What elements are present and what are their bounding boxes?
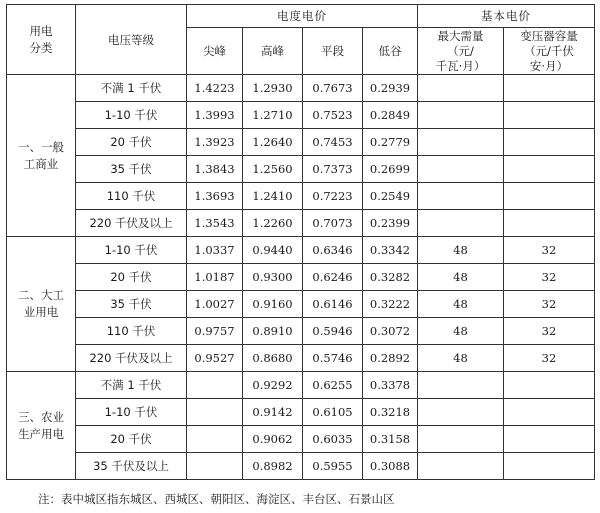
- cell-flat: 0.5746: [303, 345, 363, 372]
- cell-valley: 0.3222: [363, 291, 418, 318]
- cell-transformer-capacity: [504, 210, 595, 237]
- cell-transformer-capacity: [504, 372, 595, 399]
- cell-voltage: 不满 1 千伏: [76, 75, 187, 102]
- cell-flat: 0.6346: [303, 237, 363, 264]
- cell-transformer-capacity: 32: [504, 318, 595, 345]
- cell-max-demand: [418, 210, 504, 237]
- cell-flat: 0.5946: [303, 318, 363, 345]
- cell-peak-top: 1.3693: [187, 183, 243, 210]
- table-row: [7, 318, 595, 345]
- table-row: [7, 210, 595, 237]
- cell-category: 二、大工 业用电: [7, 237, 76, 372]
- cell-peak-top: 1.3993: [187, 102, 243, 129]
- cell-valley: 0.2939: [363, 75, 418, 102]
- cell-max-demand: [418, 129, 504, 156]
- cell-flat: 0.5955: [303, 453, 363, 480]
- cell-peak-top: [187, 453, 243, 480]
- cell-peak: 0.9292: [243, 372, 303, 399]
- cell-transformer-capacity: 32: [504, 345, 595, 372]
- table-row: [7, 129, 595, 156]
- col-header-peak-top: 尖峰: [187, 28, 243, 75]
- cell-transformer-capacity: [504, 453, 595, 480]
- cell-peak: 0.8982: [243, 453, 303, 480]
- cell-peak: 1.2710: [243, 102, 303, 129]
- cell-peak: 0.9160: [243, 291, 303, 318]
- cell-voltage: 110 千伏: [76, 183, 187, 210]
- cell-valley: 0.2549: [363, 183, 418, 210]
- cell-max-demand: [418, 426, 504, 453]
- cell-flat: 0.6105: [303, 399, 363, 426]
- cell-peak: 1.2410: [243, 183, 303, 210]
- col-header-transformer-capacity: 变压器容量 （元/千伏 安·月）: [504, 28, 595, 75]
- cell-voltage: 1-10 千伏: [76, 237, 187, 264]
- cell-voltage: 20 千伏: [76, 426, 187, 453]
- cell-voltage: 35 千伏及以上: [76, 453, 187, 480]
- cell-max-demand: [418, 399, 504, 426]
- cell-transformer-capacity: [504, 102, 595, 129]
- cell-peak: 0.8910: [243, 318, 303, 345]
- cell-voltage: 1-10 千伏: [76, 102, 187, 129]
- cell-max-demand: [418, 75, 504, 102]
- table-row: [7, 264, 595, 291]
- cell-max-demand: [418, 102, 504, 129]
- cell-peak: 1.2930: [243, 75, 303, 102]
- cell-valley: 0.3072: [363, 318, 418, 345]
- cell-voltage: 不满 1 千伏: [76, 372, 187, 399]
- cell-voltage: 20 千伏: [76, 264, 187, 291]
- cell-category: 一、一般 工商业: [7, 75, 76, 237]
- cell-max-demand: [418, 372, 504, 399]
- cell-valley: 0.3088: [363, 453, 418, 480]
- cell-peak-top: 1.0027: [187, 291, 243, 318]
- cell-valley: 0.2779: [363, 129, 418, 156]
- table-row: [7, 426, 595, 453]
- cell-max-demand: 48: [418, 318, 504, 345]
- header-row-1: [7, 5, 595, 28]
- cell-max-demand: [418, 156, 504, 183]
- cell-peak: 1.2640: [243, 129, 303, 156]
- cell-flat: 0.6255: [303, 372, 363, 399]
- cell-peak: 0.9142: [243, 399, 303, 426]
- cell-transformer-capacity: [504, 426, 595, 453]
- cell-voltage: 20 千伏: [76, 129, 187, 156]
- cell-flat: 0.7073: [303, 210, 363, 237]
- cell-transformer-capacity: [504, 183, 595, 210]
- table-row: [7, 75, 595, 102]
- col-header-valley: 低谷: [363, 28, 418, 75]
- cell-peak: 0.9440: [243, 237, 303, 264]
- table-row: [7, 156, 595, 183]
- cell-flat: 0.7453: [303, 129, 363, 156]
- cell-valley: 0.3378: [363, 372, 418, 399]
- cell-voltage: 110 千伏: [76, 318, 187, 345]
- cell-voltage: 1-10 千伏: [76, 399, 187, 426]
- cell-peak-top: 0.9757: [187, 318, 243, 345]
- cell-peak: 0.8680: [243, 345, 303, 372]
- cell-transformer-capacity: [504, 156, 595, 183]
- cell-peak-top: 0.9527: [187, 345, 243, 372]
- col-header-max-demand: 最大需量 （元/ 千瓦·月）: [418, 28, 504, 75]
- cell-transformer-capacity: [504, 75, 595, 102]
- table-row: [7, 291, 595, 318]
- cell-flat: 0.7523: [303, 102, 363, 129]
- cell-peak-top: [187, 426, 243, 453]
- cell-valley: 0.2699: [363, 156, 418, 183]
- cell-flat: 0.6146: [303, 291, 363, 318]
- tariff-body: [7, 75, 595, 480]
- tariff-table: [6, 4, 595, 480]
- cell-max-demand: [418, 183, 504, 210]
- cell-valley: 0.3282: [363, 264, 418, 291]
- cell-max-demand: 48: [418, 264, 504, 291]
- footnote: 注：表中城区指东城区、西城区、朝阳区、海淀区、丰台区、石景山区: [38, 492, 395, 506]
- col-header-peak: 高峰: [243, 28, 303, 75]
- table-row: [7, 237, 595, 264]
- cell-voltage: 220 千伏及以上: [76, 210, 187, 237]
- cell-peak-top: 1.3843: [187, 156, 243, 183]
- cell-valley: 0.2849: [363, 102, 418, 129]
- cell-peak-top: [187, 372, 243, 399]
- col-header-category: 用电 分类: [7, 5, 76, 75]
- cell-peak: 1.2560: [243, 156, 303, 183]
- table-row: [7, 453, 595, 480]
- cell-valley: 0.3342: [363, 237, 418, 264]
- cell-flat: 0.7673: [303, 75, 363, 102]
- col-group-base-price: 基本电价: [418, 5, 595, 28]
- cell-peak-top: 1.3543: [187, 210, 243, 237]
- cell-valley: 0.2399: [363, 210, 418, 237]
- table-row: [7, 345, 595, 372]
- table-row: [7, 183, 595, 210]
- cell-transformer-capacity: [504, 399, 595, 426]
- cell-valley: 0.3158: [363, 426, 418, 453]
- cell-peak: 0.9062: [243, 426, 303, 453]
- cell-transformer-capacity: 32: [504, 264, 595, 291]
- cell-peak-top: 1.4223: [187, 75, 243, 102]
- table-row: [7, 102, 595, 129]
- col-header-flat: 平段: [303, 28, 363, 75]
- cell-max-demand: 48: [418, 291, 504, 318]
- cell-transformer-capacity: 32: [504, 237, 595, 264]
- cell-peak: 0.9300: [243, 264, 303, 291]
- cell-valley: 0.3218: [363, 399, 418, 426]
- cell-peak-top: [187, 399, 243, 426]
- cell-transformer-capacity: 32: [504, 291, 595, 318]
- cell-peak: 1.2260: [243, 210, 303, 237]
- cell-flat: 0.7373: [303, 156, 363, 183]
- cell-category: 三、农业 生产用电: [7, 372, 76, 480]
- cell-peak-top: 1.3923: [187, 129, 243, 156]
- table-row: [7, 399, 595, 426]
- cell-max-demand: [418, 453, 504, 480]
- cell-flat: 0.7223: [303, 183, 363, 210]
- table-row: [7, 372, 595, 399]
- col-group-energy-price: 电度电价: [187, 5, 418, 28]
- cell-flat: 0.6246: [303, 264, 363, 291]
- cell-valley: 0.2892: [363, 345, 418, 372]
- cell-max-demand: 48: [418, 237, 504, 264]
- cell-voltage: 220 千伏及以上: [76, 345, 187, 372]
- cell-peak-top: 1.0187: [187, 264, 243, 291]
- cell-max-demand: 48: [418, 345, 504, 372]
- cell-flat: 0.6035: [303, 426, 363, 453]
- cell-voltage: 35 千伏: [76, 156, 187, 183]
- cell-peak-top: 1.0337: [187, 237, 243, 264]
- cell-transformer-capacity: [504, 129, 595, 156]
- col-header-voltage: 电压等级: [76, 5, 187, 75]
- cell-voltage: 35 千伏: [76, 291, 187, 318]
